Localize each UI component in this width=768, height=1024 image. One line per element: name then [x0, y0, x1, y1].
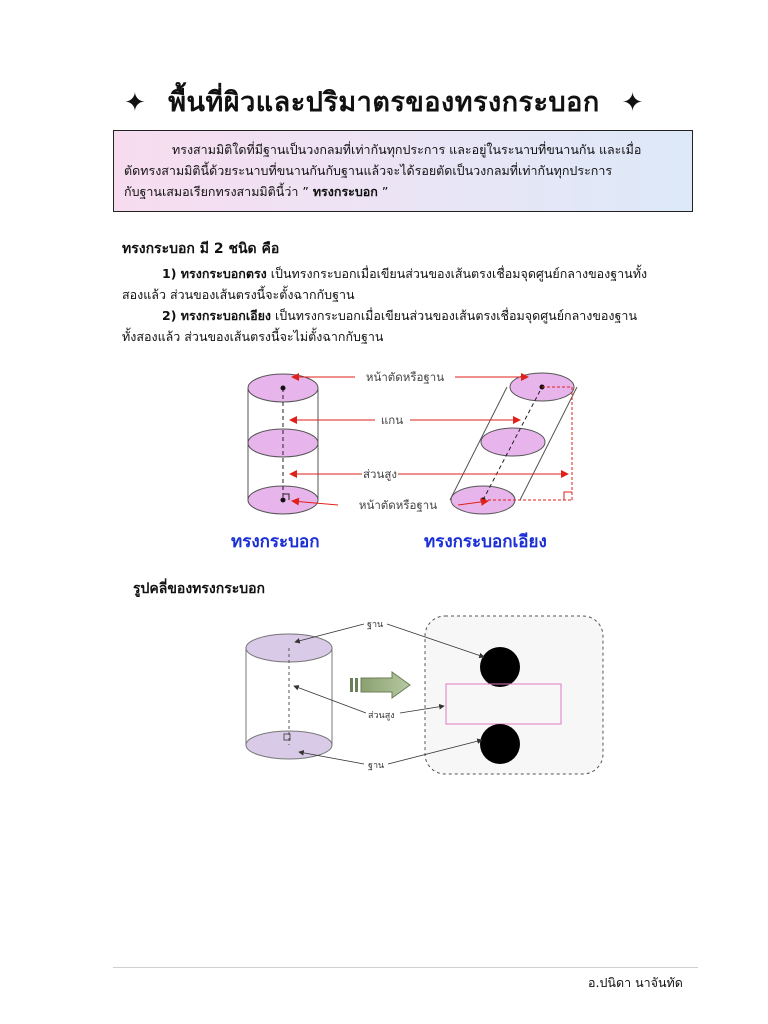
type-item-oblique-text-b: ทั้งสองแล้ว ส่วนของเส้นตรงนี้จะไม่ตั้งฉากกับฐาน — [122, 329, 384, 344]
footer-divider — [113, 967, 698, 968]
types-heading: ทรงกระบอก มี 2 ชนิด คือ — [122, 241, 280, 257]
star-icon-right: ✦ — [621, 88, 644, 118]
cylinder-net-figure — [232, 610, 612, 780]
definition-term: ทรงกระบอก — [312, 184, 378, 199]
type-item-oblique-text-a: เป็นทรงกระบอกเมื่อเขียนส่วนของเส้นตรงเชื่อมจุดศูนย์กลางของฐาน — [271, 308, 637, 323]
type-item-right-text-a: เป็นทรงกระบอกเมื่อเขียนส่วนของเส้นตรงเชื่อมจุดศูนย์กลางของฐานทั้ง — [266, 266, 648, 281]
type-item-oblique-label: 2) ทรงกระบอกเอียง — [162, 308, 272, 323]
definition-box — [113, 130, 693, 212]
type-item-right — [122, 263, 700, 305]
net-bottom-circle — [480, 724, 520, 764]
net-label-base-bottom: ฐาน — [368, 761, 385, 771]
net-source-cylinder — [246, 634, 332, 759]
net-label-base-top: ฐาน — [367, 620, 384, 630]
type-item-right-label: 1) ทรงกระบอกตรง — [162, 266, 267, 281]
page-title-text: พื้นที่ผิวและปริมาตรของทรงกระบอก — [168, 87, 600, 118]
label-height: ส่วนสูง — [363, 467, 397, 481]
net-label-height: ส่วนสูง — [368, 711, 395, 721]
right-cylinder — [248, 374, 318, 514]
transform-arrow-icon — [350, 672, 410, 698]
page-title — [0, 80, 768, 123]
label-axis: แกน — [380, 413, 404, 427]
definition-line-3-prefix: กับฐานเสมอเรียกทรงสามมิตินี้ว่า ” — [124, 184, 313, 199]
net-top-circle — [480, 647, 520, 687]
type-item-right-text-b: สองแล้ว ส่วนของเส้นตรงนี้จะตั้งฉากกับฐาน — [122, 287, 355, 302]
type-item-oblique — [122, 305, 700, 347]
definition-line-1: ทรงสามมิติใดที่มีฐานเป็นวงกลมที่เท่ากันทุกประการ และอยู่ในระนาบที่ขนานกัน และเมื่อ — [172, 142, 642, 157]
definition-line-2: ตัดทรงสามมิตินี้ด้วยระนาบที่ขนานกันกับฐานแล้วจะได้รอยตัดเป็นวงกลมที่เท่ากันทุกประการ — [124, 163, 613, 178]
label-top-base: หน้าตัดหรือฐาน — [365, 370, 445, 384]
net-heading: รูปคลี่ของทรงกระบอก — [133, 581, 266, 597]
label-bottom-base: หน้าตัดหรือฐาน — [358, 498, 438, 512]
caption-right-cylinder: ทรงกระบอก — [231, 532, 320, 552]
caption-oblique-cylinder: ทรงกระบอกเอียง — [424, 532, 547, 552]
definition-line-3-suffix: ” — [377, 184, 389, 199]
footer-author: อ.ปนิดา นาจันทัด — [588, 975, 683, 990]
oblique-cylinder — [450, 373, 577, 514]
cylinders-figure — [230, 360, 600, 520]
star-icon-left: ✦ — [124, 88, 147, 118]
